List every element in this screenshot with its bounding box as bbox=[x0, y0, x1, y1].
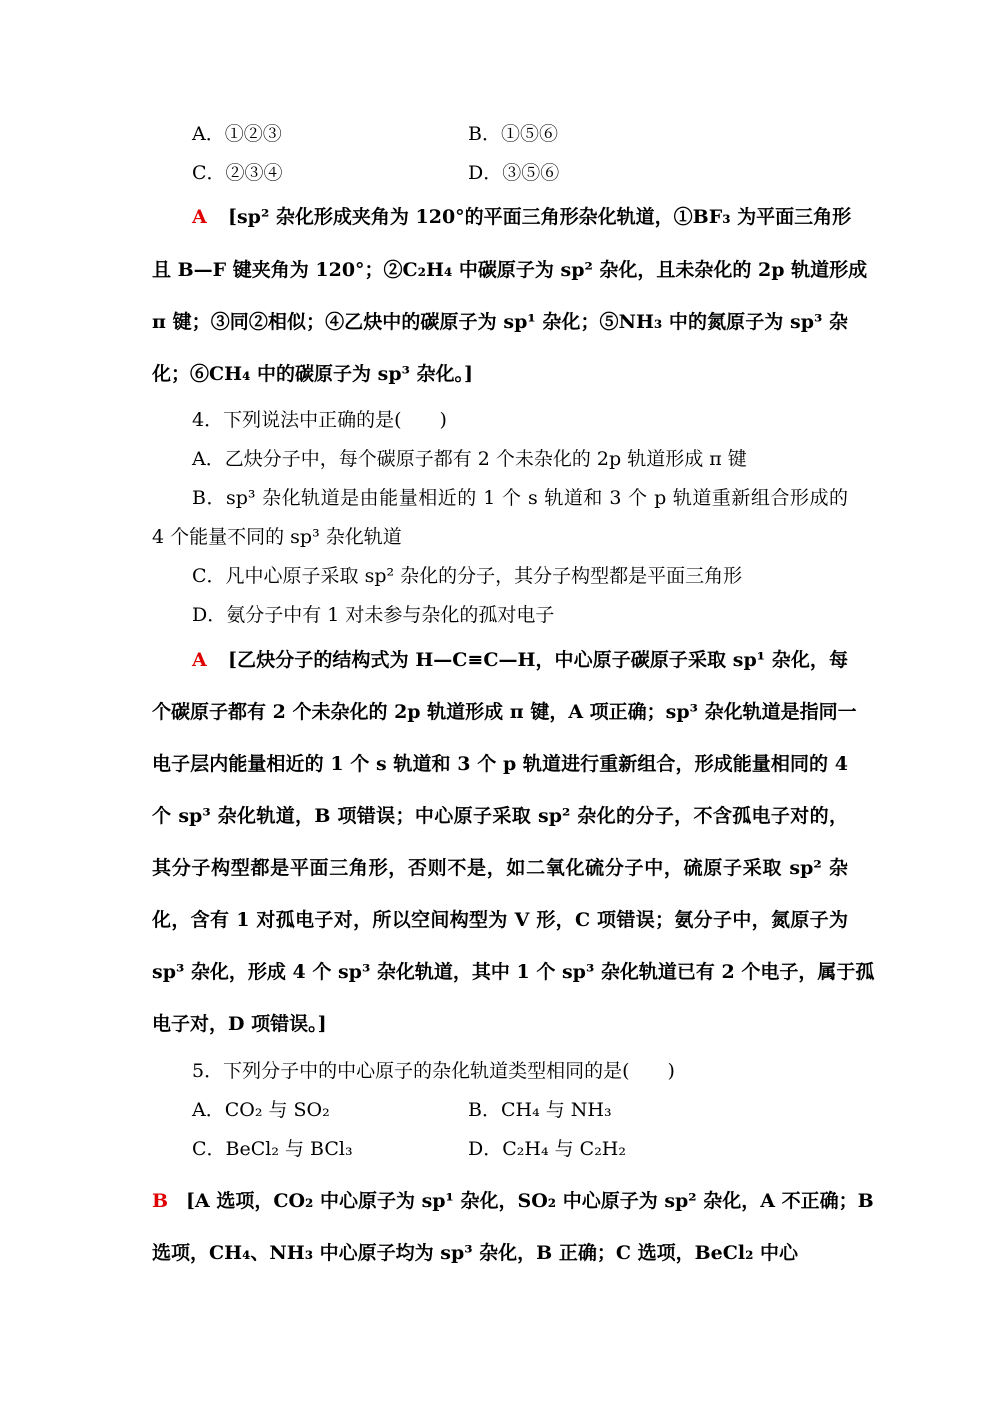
q3-explanation-line: 化；⑥CH₄ 中的碳原子为 sp³ 杂化。] bbox=[152, 363, 474, 385]
q4-option-b-cont: 4 个能量不同的 sp³ 杂化轨道 bbox=[152, 526, 402, 548]
q4-explanation-line: 个碳原子都有 2 个未杂化的 2p 轨道形成 π 键，A 项正确；sp³ 杂化轨道是指同一 bbox=[152, 701, 857, 723]
q4-explanation-line: sp³ 杂化，形成 4 个 sp³ 杂化轨道，其中 1 个 sp³ 杂化轨道已有 2 个电子，属于孤 bbox=[152, 961, 875, 983]
q4-explanation-line: 电子层内能量相近的 1 个 s 轨道和 3 个 p 轨道进行重新组合，形成能量相同的 4 bbox=[152, 753, 848, 775]
q5-option-d: D．C₂H₄ 与 C₂H₂ bbox=[468, 1138, 626, 1160]
q4-option-c: C．凡中心原子采取 sp² 杂化的分子，其分子构型都是平面三角形 bbox=[192, 565, 743, 587]
q4-explanation-line: 电子对，D 项错误。] bbox=[152, 1013, 327, 1035]
q5-option-c: C．BeCl₂ 与 BCl₃ bbox=[192, 1138, 353, 1160]
q3-option-c: C．②③④ bbox=[192, 162, 283, 184]
q4-stem: 4．下列说法中正确的是( ) bbox=[192, 409, 447, 431]
q4-option-d: D．氨分子中有 1 对未参与杂化的孤对电子 bbox=[192, 604, 555, 626]
q4-explanation-line: 其分子构型都是平面三角形，否则不是，如二氧化硫分子中，硫原子采取 sp² 杂 bbox=[152, 857, 848, 879]
q5-answer-letter: B bbox=[152, 1190, 169, 1212]
q4-explanation-line: [乙炔分子的结构式为 H—C≡C—H，中心原子碳原子采取 sp¹ 杂化，每 bbox=[228, 649, 848, 671]
q5-explanation-line: 选项，CH₄、NH₃ 中心原子均为 sp³ 杂化，B 正确；C 选项，BeCl₂ 中心 bbox=[152, 1242, 799, 1264]
q3-explanation-line: π 键；③同②相似；④乙炔中的碳原子为 sp¹ 杂化；⑤NH₃ 中的氮原子为 sp³ 杂 bbox=[152, 311, 848, 333]
q3-explanation-line: [sp² 杂化形成夹角为 120°的平面三角形杂化轨道，①BF₃ 为平面三角形 bbox=[228, 206, 852, 228]
q4-explanation-line: 个 sp³ 杂化轨道，B 项错误；中心原子采取 sp² 杂化的分子，不含孤电子对的， bbox=[152, 805, 848, 827]
q5-stem: 5．下列分子中的中心原子的杂化轨道类型相同的是( ) bbox=[192, 1060, 675, 1082]
q3-option-a: A．①②③ bbox=[192, 123, 282, 145]
q4-answer-letter: A bbox=[192, 649, 207, 671]
q5-option-b: B．CH₄ 与 NH₃ bbox=[468, 1099, 612, 1121]
q3-explanation-line: 且 B—F 键夹角为 120°；②C₂H₄ 中碳原子为 sp² 杂化，且未杂化的 2p 轨道形成 bbox=[152, 259, 868, 281]
q4-option-a: A．乙炔分子中，每个碳原子都有 2 个未杂化的 2p 轨道形成 π 键 bbox=[192, 448, 747, 470]
q4-explanation-line: 化，含有 1 对孤电子对，所以空间构型为 V 形，C 项错误；氨分子中，氮原子为 bbox=[152, 909, 848, 931]
q5-explanation-line: [A 选项，CO₂ 中心原子为 sp¹ 杂化，SO₂ 中心原子为 sp² 杂化，A 不正确；B bbox=[186, 1190, 874, 1212]
q5-option-a: A．CO₂ 与 SO₂ bbox=[192, 1099, 330, 1121]
q4-option-b: B．sp³ 杂化轨道是由能量相近的 1 个 s 轨道和 3 个 p 轨道重新组合形成的 bbox=[192, 487, 848, 509]
q3-option-d: D．③⑤⑥ bbox=[468, 162, 560, 184]
q3-answer-letter: A bbox=[192, 206, 207, 228]
q3-option-b: B．①⑤⑥ bbox=[468, 123, 558, 145]
